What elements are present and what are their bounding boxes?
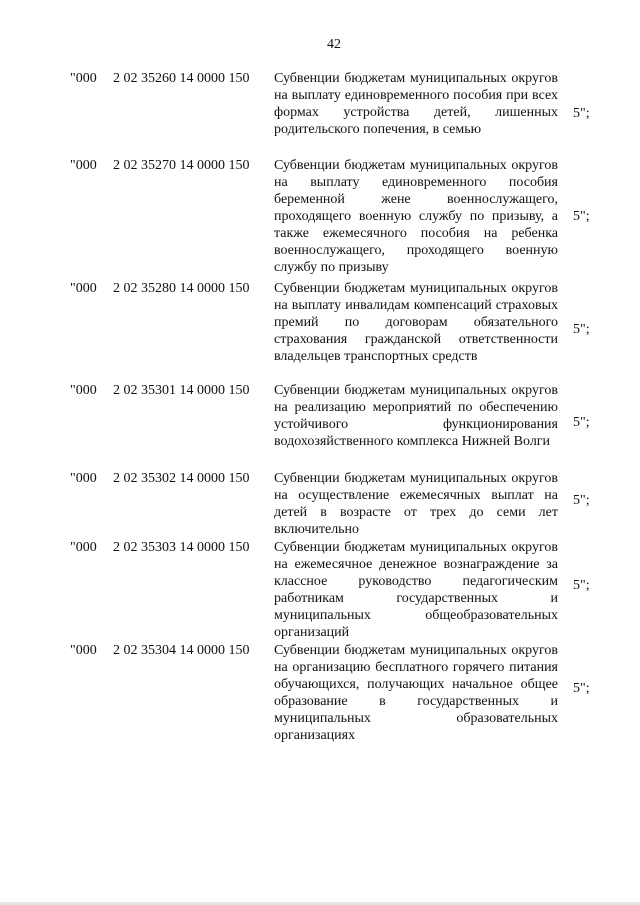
row-description: Субвенции бюджетам муниципальных округов на осуществление ежемесячных выплат на детей в возрасте от трех до семи лет включительно xyxy=(274,471,558,537)
row-rate: 5"; xyxy=(573,681,590,696)
row-rate: 5"; xyxy=(573,493,590,508)
budget-code: 2 02 35301 14 0000 150 xyxy=(113,383,250,398)
row-prefix: "000 xyxy=(70,383,97,398)
row-prefix: "000 xyxy=(70,471,97,486)
budget-code: 2 02 35260 14 0000 150 xyxy=(113,71,250,86)
row-prefix: "000 xyxy=(70,281,97,296)
row-prefix: "000 xyxy=(70,643,97,658)
row-prefix: "000 xyxy=(70,71,97,86)
row-rate: 5"; xyxy=(573,415,590,430)
row-description: Субвенции бюджетам муниципальных округов на организацию бесплатного горячего питания обучающихся, получающих начальное общее образование в государственных и муниципальных образовательных организациях xyxy=(274,643,558,743)
budget-code: 2 02 35302 14 0000 150 xyxy=(113,471,250,486)
budget-code: 2 02 35304 14 0000 150 xyxy=(113,643,250,658)
row-description: Субвенции бюджетам муниципальных округов на выплату инвалидам компенсаций страховых премий по договорам обязательного страхования гражданской ответственности владельцев транспортных средств xyxy=(274,281,558,364)
row-rate: 5"; xyxy=(573,209,590,224)
row-prefix: "000 xyxy=(70,540,97,555)
row-description: Субвенции бюджетам муниципальных округов на ежемесячное денежное вознаграждение за классное руководство педагогическим работникам государственных и муниципальных общеобразовательных организаций xyxy=(274,540,558,640)
budget-code: 2 02 35303 14 0000 150 xyxy=(113,540,250,555)
page-number: 42 xyxy=(327,37,341,52)
row-description: Субвенции бюджетам муниципальных округов на выплату единовременного пособия беременной жене военнослужащего, проходящего военную службу по призыву, а также ежемесячного пособия на ребенка военнослужащего, проходящего военную службу по призыву xyxy=(274,158,558,275)
row-description: Субвенции бюджетам муниципальных округов на реализацию мероприятий по обеспечению устойчивого функционирования водохозяйственного комплекса Нижней Волги xyxy=(274,383,558,449)
budget-code: 2 02 35280 14 0000 150 xyxy=(113,281,250,296)
row-prefix: "000 xyxy=(70,158,97,173)
row-rate: 5"; xyxy=(573,106,590,121)
row-rate: 5"; xyxy=(573,322,590,337)
budget-code: 2 02 35270 14 0000 150 xyxy=(113,158,250,173)
row-rate: 5"; xyxy=(573,578,590,593)
row-description: Субвенции бюджетам муниципальных округов на выплату единовременного пособия при всех формах устройства детей, лишенных родительского попечения, в семью xyxy=(274,71,558,137)
